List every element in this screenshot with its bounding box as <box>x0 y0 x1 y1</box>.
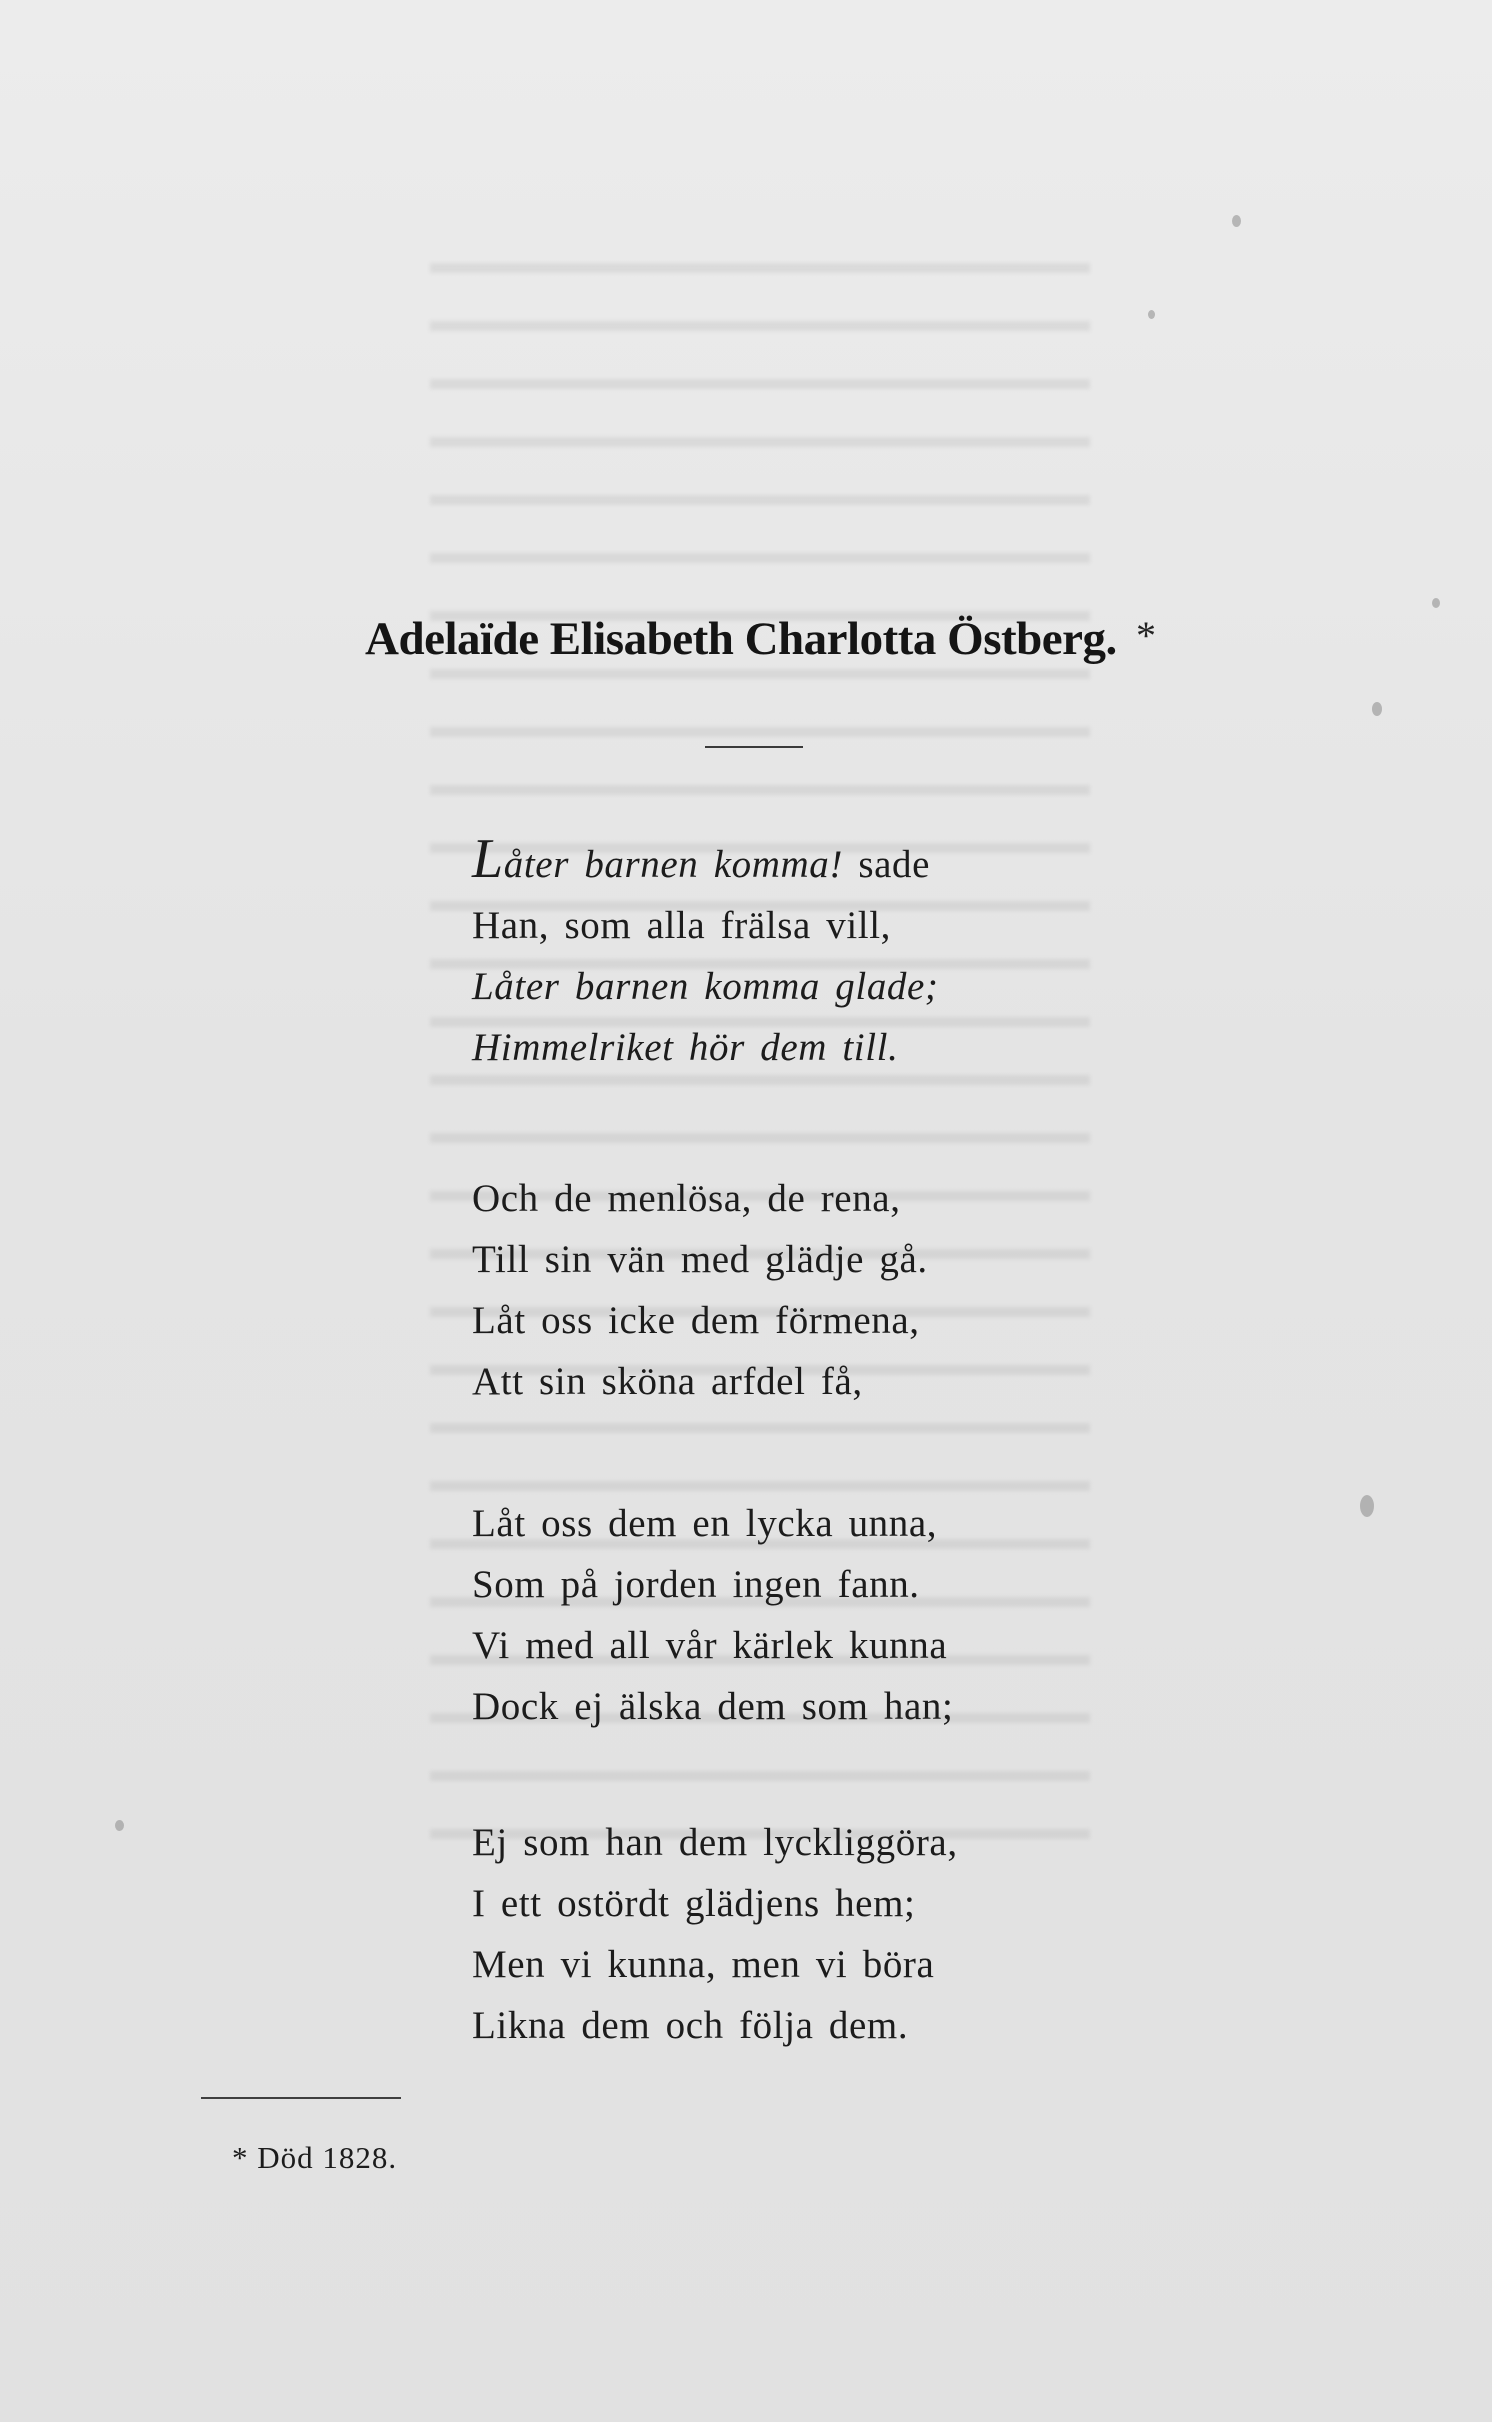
paper-speck <box>115 1820 124 1831</box>
footnote-marker: * <box>1136 613 1156 658</box>
verse-line: Likna dem och följa dem. <box>472 2004 909 2047</box>
verse-line: Till sin vän med glädje gå. <box>472 1238 928 1281</box>
paper-speck <box>1148 310 1155 319</box>
verse-line: Men vi kunna, men vi böra <box>472 1943 935 1986</box>
verse-line: I ett ostördt glädjens hem; <box>472 1882 916 1925</box>
stanza-3 <box>472 1493 953 1737</box>
verse-line: Himmelriket hör dem till. <box>472 1026 899 1069</box>
verse-line: Låt oss icke dem förmena, <box>472 1299 920 1342</box>
initial-letter: L <box>472 828 504 890</box>
paper-speck <box>1232 215 1241 227</box>
stanza-4 <box>472 1812 958 2056</box>
title-rule <box>705 746 803 748</box>
verse-line <box>472 828 939 895</box>
verse-line: Låt oss dem en lycka unna, <box>472 1502 938 1545</box>
verse-line: Ej som han dem lyckliggöra, <box>472 1821 958 1864</box>
verse-line: Och de menlösa, de rena, <box>472 1177 901 1220</box>
paper-speck <box>1360 1495 1374 1517</box>
footnote: * Död 1828. <box>232 2140 398 2175</box>
stanza-1 <box>472 828 939 1078</box>
verse-line: Att sin sköna arfdel få, <box>472 1360 863 1403</box>
poem-title: Adelaïde Elisabeth Charlotta Östberg. <box>365 613 1117 665</box>
paper-speck <box>1432 598 1440 608</box>
footnote-rule <box>201 2097 401 2099</box>
paper-speck <box>1372 702 1382 716</box>
verse-line: Dock ej älska dem som han; <box>472 1685 954 1728</box>
verse-text-italic: åter barnen komma! <box>503 843 843 886</box>
stanza-2 <box>472 1168 928 1412</box>
verse-line: Vi med all vår kärlek kunna <box>472 1624 948 1667</box>
verse-line: Han, som alla frälsa vill, <box>472 904 891 947</box>
verse-line: Låter barnen komma glade; <box>472 965 939 1008</box>
verse-text: sade <box>843 843 931 886</box>
verse-line: Som på jorden ingen fann. <box>472 1563 920 1606</box>
